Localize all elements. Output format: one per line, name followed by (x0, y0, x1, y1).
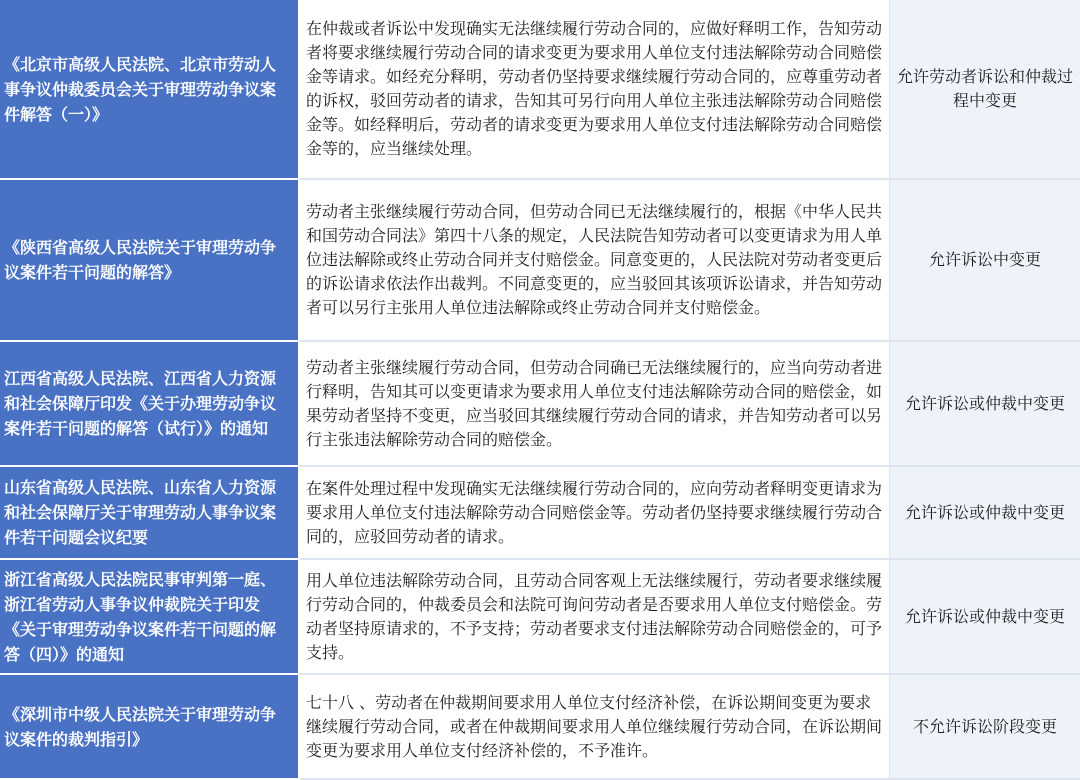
source-text: 浙江省高级人民法院民事审判第一庭、浙江省劳动人事争议仲裁院关于印发《关于审理劳动争议案件若干问题的解答（四）》的通知 (4, 569, 277, 664)
content-cell (300, 180, 890, 342)
content-text: 七十八 、劳动者在仲裁期间要求用人单位支付经济补偿，在诉讼期间变更为要求继续履行劳动合同，或者在仲裁期间要求用人单位继续履行劳动合同，在诉讼期间变更为要求用人单位支付经济补偿的，不予准许。 (306, 692, 883, 760)
source-text: 《陕西省高级人民法院关于审理劳动争议案件若干问题的解答》 (4, 238, 277, 282)
result-text: 允许劳动者诉讼和仲裁过程中变更 (896, 67, 1073, 110)
source-cell (0, 560, 300, 675)
source-cell (0, 675, 300, 780)
content-text: 用人单位违法解除劳动合同，且劳动合同客观上无法继续履行，劳动者要求继续履行劳动合同的，仲裁委员会和法院可询问劳动者是否要求用人单位支付赔偿金。劳动者坚持原请求的，不予支持；劳动者要求支付违法解除劳动合同赔偿金的，可予支持。 (306, 570, 883, 662)
source-cell (0, 180, 300, 342)
result-cell (890, 675, 1080, 780)
source-text: 《深圳市中级人民法院关于审理劳动争议案件的裁判指引》 (4, 704, 277, 749)
content-cell (300, 342, 890, 467)
content-cell (300, 560, 890, 675)
source-cell (0, 342, 300, 467)
source-text: 江西省高级人民法院、江西省人力资源和社会保障厅印发《关于办理劳动争议案件若干问题的解答（试行）》的通知 (4, 369, 277, 438)
source-text: 山东省高级人民法院、山东省人力资源和社会保障厅关于审理劳动人事争议案件若干问题会议纪要 (4, 478, 277, 547)
source-text: 《北京市高级人民法院、北京市劳动人事争议仲裁委员会关于审理劳动争议案件解答（一）》 (4, 54, 277, 124)
content-text: 在案件处理过程中发现确实无法继续履行劳动合同的，应向劳动者释明变更请求为要求用人单位支付违法解除劳动合同赔偿金等。劳动者仍坚持要求继续履行劳动合同的，应驳回劳动者的请求。 (306, 478, 883, 546)
result-cell (890, 467, 1080, 560)
content-text: 劳动者主张继续履行劳动合同，但劳动合同已无法继续履行的，根据《中华人民共和国劳动合同法》第四十八条的规定，人民法院告知劳动者可以变更请求为用人单位违法解除或终止劳动合同并支付赔偿金。同意变更的，人民法院对劳动者变更后的诉讼请求依法作出裁判。不同意变更的，应当驳回其该项诉讼请求，并告知劳动者可以另行主张用人单位违法解除或终止劳动合同并支付赔偿金。 (306, 202, 883, 317)
result-text: 允许诉讼或仲裁中变更 (904, 502, 1065, 522)
content-text: 在仲裁或者诉讼中发现确实无法继续履行劳动合同的，应做好释明工作，告知劳动者将要求继续履行劳动合同的请求变更为要求用人单位支付违法解除劳动合同赔偿金等请求。如经充分释明，劳动者仍坚持要求继续履行劳动合同的，应尊重劳动者的诉权，驳回劳动者的请求，告知其可另行向用人单位主张违法解除劳动合同赔偿金等。如经释明后，劳动者的请求变更为要求用人单位支付违法解除劳动合同赔偿金等的，应当继续处理。 (306, 19, 883, 158)
source-cell (0, 467, 300, 560)
result-text: 允许诉讼或仲裁中变更 (904, 393, 1065, 413)
content-cell (300, 0, 890, 180)
result-text: 允许诉讼或仲裁中变更 (904, 606, 1065, 626)
result-cell (890, 180, 1080, 342)
content-cell (300, 467, 890, 560)
result-cell (890, 342, 1080, 467)
result-text: 不允许诉讼阶段变更 (912, 716, 1057, 736)
content-cell (300, 675, 890, 780)
result-cell (890, 0, 1080, 180)
result-text: 允许诉讼中变更 (928, 250, 1041, 269)
source-cell (0, 0, 300, 180)
content-text: 劳动者主张继续履行劳动合同，但劳动合同确已无法继续履行的，应当向劳动者进行释明，告知其可以变更请求为要求用人单位支付违法解除劳动合同的赔偿金，如果劳动者坚持不变更，应当驳回其继续履行劳动合同的请求，并告知劳动者可以另行主张违法解除劳动合同的赔偿金。 (306, 357, 883, 449)
result-cell (890, 560, 1080, 675)
